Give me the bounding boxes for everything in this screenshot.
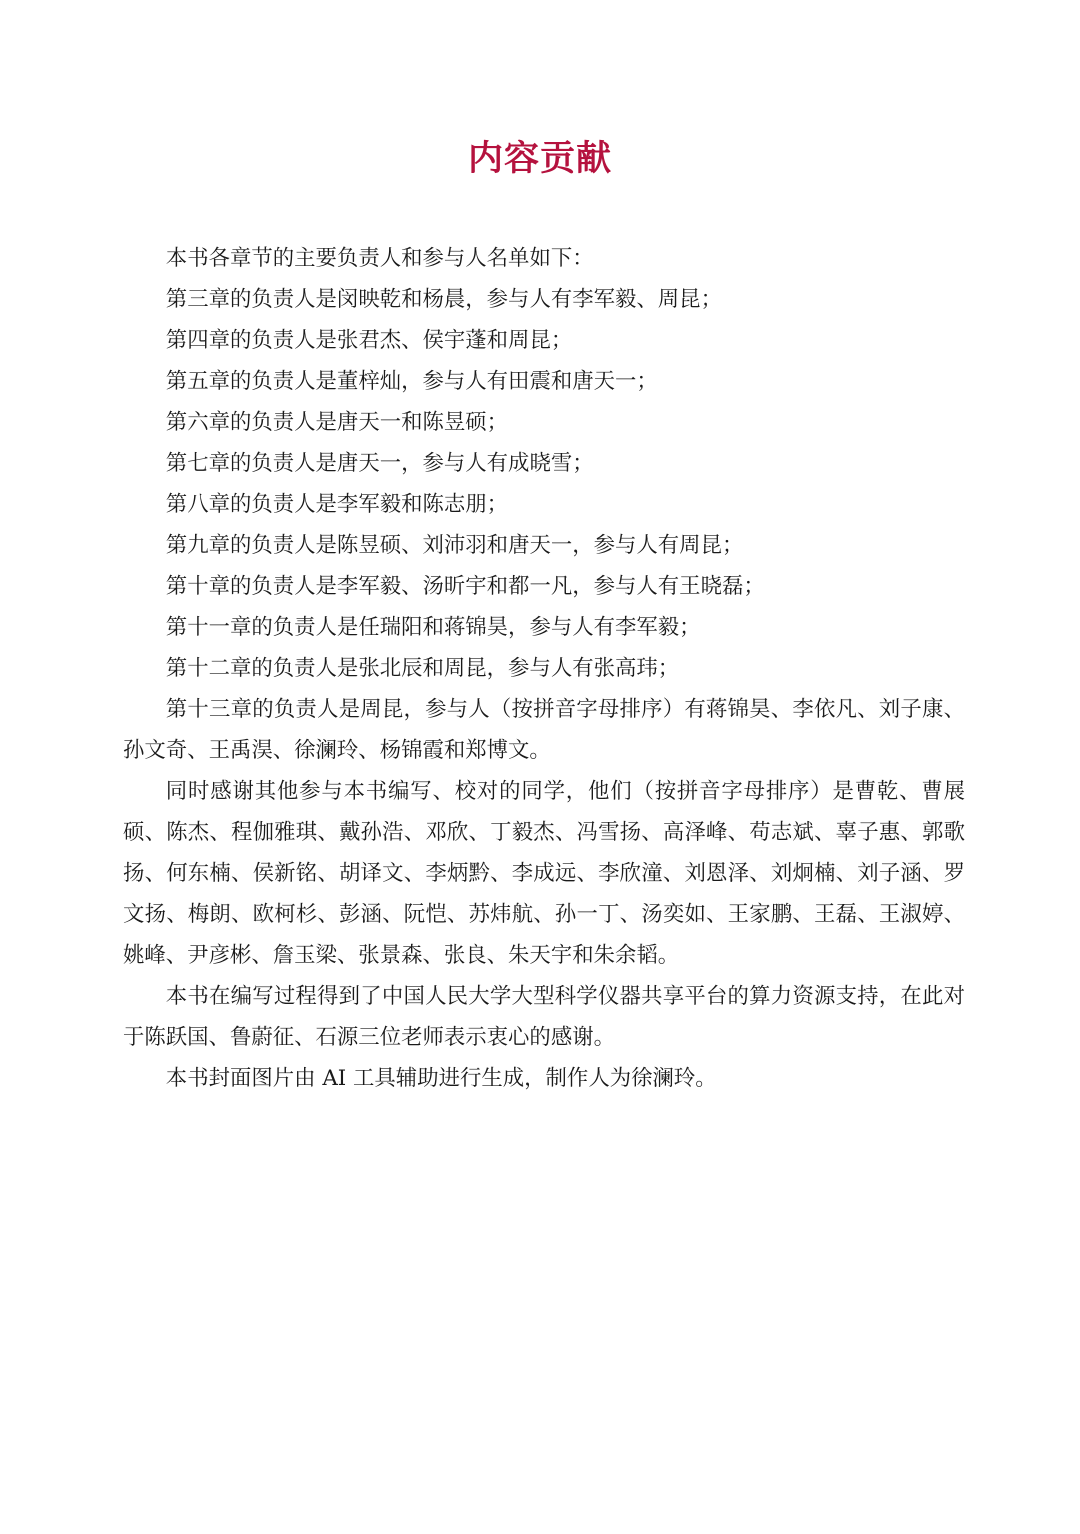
chapter-7-paragraph: 第七章的负责人是唐天一，参与人有成晓雪； [165, 451, 594, 476]
chapter-4-paragraph: 第四章的负责人是张君杰、侯宇蓬和周昆； [165, 328, 573, 353]
thanks-paragraph: 同时感谢其他参与本书编写、校对的同学，他们（按拼音字母排序）是曹乾、曹展硕、陈杰、程伽雅琪、戴孙浩、邓欣、丁毅杰、冯雪扬、高泽峰、苟志斌、辜子惠、郭歌扬、何东楠、侯新铭、胡译文、李炳黔、李成远、李欣潼、刘恩泽、刘炯楠、刘子涵、罗文扬、梅朗、欧柯杉、彭涵、阮恺、苏炜航、孙一丁、汤奕如、王家鹏、王磊、王淑婷、姚峰、尹彦彬、詹玉梁、张景森、张良、朱天宇和朱余韬。 [123, 779, 965, 968]
page-title: 内容贡献 [467, 138, 612, 179]
chapter-5-paragraph: 第五章的负责人是董梓灿，参与人有田震和唐天一； [165, 369, 658, 394]
chapter-8-paragraph: 第八章的负责人是李军毅和陈志朋； [165, 492, 509, 517]
intro-paragraph: 本书各章节的主要负责人和参与人名单如下： [165, 246, 594, 271]
chapter-9-paragraph: 第九章的负责人是陈昱硕、刘沛羽和唐天一，参与人有周昆； [165, 533, 744, 558]
cover-credit-paragraph: 本书封面图片由 AI 工具辅助进行生成，制作人为徐澜玲。 [165, 1066, 717, 1091]
chapter-13-paragraph: 第十三章的负责人是周昆，参与人（按拼音字母排序）有蒋锦昊、李依凡、刘子康、孙文奇、王禹淏、徐澜玲、杨锦霞和郑博文。 [123, 697, 965, 763]
contributions-body [123, 238, 965, 1099]
compute-support-paragraph: 本书在编写过程得到了中国人民大学大型科学仪器共享平台的算力资源支持，在此对于陈跃国、鲁蔚征、石源三位老师表示衷心的感谢。 [123, 984, 965, 1050]
chapter-10-paragraph: 第十章的负责人是李军毅、汤昕宇和都一凡，参与人有王晓磊； [165, 574, 765, 599]
chapter-6-paragraph: 第六章的负责人是唐天一和陈昱硕； [165, 410, 509, 435]
chapter-11-paragraph: 第十一章的负责人是任瑞阳和蒋锦昊，参与人有李军毅； [165, 615, 701, 640]
chapter-3-paragraph: 第三章的负责人是闵映乾和杨晨，参与人有李军毅、周昆； [165, 287, 722, 312]
chapter-12-paragraph: 第十二章的负责人是张北辰和周昆，参与人有张高玮； [165, 656, 680, 681]
